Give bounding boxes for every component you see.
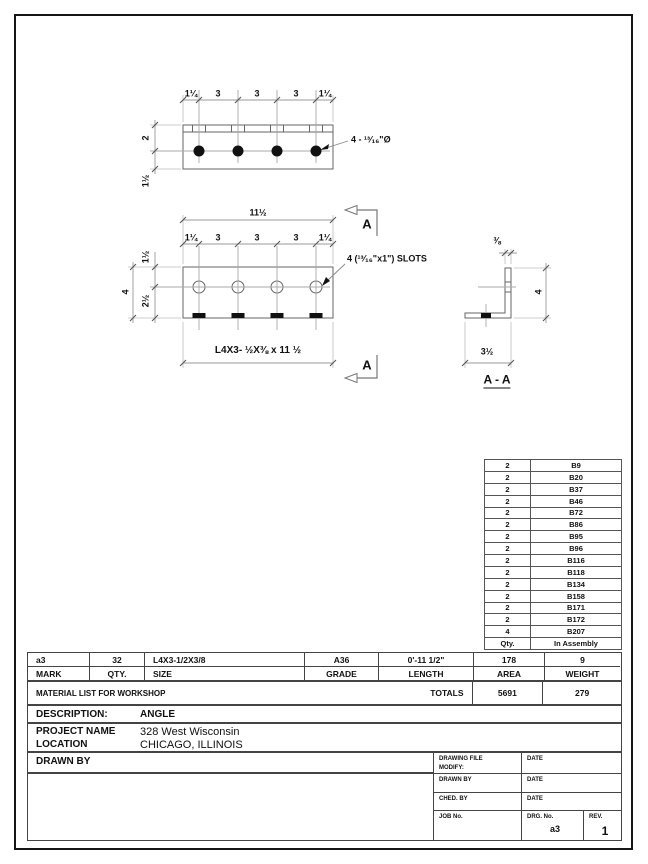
table-row [485, 495, 621, 507]
description-row [27, 705, 622, 723]
qty-cell: 2 [485, 603, 531, 614]
qty-value: 32 [89, 653, 144, 666]
grade-header: GRADE [304, 666, 378, 680]
dim-label: 3 [215, 88, 221, 99]
grade-value: A36 [304, 653, 378, 666]
qty-cell: 2 [485, 531, 531, 542]
table-row [485, 483, 621, 495]
slot-callout: 4 (¹³⁄₁₆"x1") SLOTS [347, 253, 427, 264]
qty-cell: 4 [485, 626, 531, 637]
table-row [485, 507, 621, 519]
checked-by-label: CHED. BY [439, 795, 468, 802]
qty-header: QTY. [89, 666, 144, 680]
area-value: 178 [473, 653, 544, 666]
location-label: LOCATION [36, 739, 88, 750]
description-label: DESCRIPTION: [36, 708, 108, 720]
section-title: A - A [483, 372, 511, 387]
drawn-by-label: DRAWN BY [439, 777, 472, 783]
dim-label: 3 [293, 232, 299, 243]
dim-label: 1½ [140, 174, 151, 188]
table-row [485, 590, 621, 602]
project-name-value: 328 West Wisconsin [140, 725, 240, 738]
mark-cell: B9 [571, 460, 581, 470]
notes-empty-box [27, 773, 434, 841]
table-row [485, 566, 621, 578]
description-value: ANGLE [140, 708, 175, 720]
dim-label: 1¼ [318, 88, 332, 99]
project-row [27, 723, 622, 752]
hole-callout: 4 - ¹³⁄₁₆"Ø [351, 134, 391, 145]
table-row [485, 625, 621, 637]
mark-header: MARK [28, 666, 89, 680]
dim-label: 4 [120, 289, 131, 295]
mark-cell: B72 [569, 508, 583, 518]
table-row [485, 518, 621, 530]
mark-cell: B37 [569, 484, 583, 494]
dim-label: 2 [140, 135, 151, 141]
size-value: L4X3-1/2X3/8 [144, 653, 304, 666]
dim-label: 3 [254, 232, 260, 243]
dim-label: 3 [215, 232, 221, 243]
material-list-table [27, 652, 622, 681]
qty-header: Qty. [485, 638, 531, 649]
mark-cell: B46 [569, 496, 583, 506]
dim-label: 3½ [480, 346, 494, 357]
table-row [485, 530, 621, 542]
totals-area-value: 5691 [472, 682, 543, 704]
date-label: DATE [521, 774, 621, 792]
rev-value: 1 [601, 824, 609, 838]
size-header: SIZE [144, 666, 304, 680]
qty-cell: 2 [485, 543, 531, 554]
totals-weight-value: 279 [542, 682, 621, 704]
mark-cell: B158 [567, 591, 585, 601]
date-label: DATE [521, 793, 621, 811]
mark-cell: B118 [567, 567, 585, 577]
assembly-header: In Assembly [554, 639, 598, 649]
qty-cell: 2 [485, 555, 531, 566]
material-list-title: MATERIAL LIST FOR WORKSHOP [36, 688, 166, 698]
dim-label: ⅜ [493, 235, 501, 246]
table-row [485, 460, 621, 471]
qty-cell: 2 [485, 472, 531, 483]
qty-cell: 2 [485, 484, 531, 495]
table-row [485, 578, 621, 590]
modify-label: MODIFY: [439, 765, 464, 771]
qty-cell: 2 [485, 591, 531, 602]
table-footer-row [485, 637, 621, 649]
length-header: LENGTH [378, 666, 473, 680]
table-row [485, 471, 621, 483]
mark-cell: B134 [567, 579, 585, 589]
mark-cell: B96 [569, 544, 583, 554]
weight-value: 9 [544, 653, 620, 666]
table-row [485, 613, 621, 625]
mark-cell: B116 [567, 555, 585, 565]
dim-label: 11½ [249, 207, 267, 218]
weight-header: WEIGHT [544, 666, 620, 680]
section-letter-top: A [362, 216, 372, 232]
mark-cell: B86 [569, 520, 583, 530]
dim-label: 1¼ [184, 88, 198, 99]
table-row [485, 542, 621, 554]
mark-value: a3 [36, 654, 46, 665]
dim-label: 3 [293, 88, 299, 99]
dim-label: 1¼ [318, 232, 332, 243]
qty-cell: 2 [485, 508, 531, 519]
mark-cell: B20 [569, 472, 583, 482]
mark-cell: B172 [567, 615, 585, 625]
job-no-label: JOB No. [439, 814, 463, 820]
table-row [485, 602, 621, 614]
qty-cell: 2 [485, 579, 531, 590]
parts-list-table [484, 459, 622, 650]
location-value: CHICAGO, ILLINOIS [140, 738, 243, 751]
title-block [433, 752, 622, 841]
section-letter-bottom: A [362, 357, 372, 373]
qty-cell: 2 [485, 519, 531, 530]
table-row [485, 554, 621, 566]
drg-no-value: a3 [549, 824, 560, 834]
drawn-by-label: DRAWN BY [36, 756, 91, 767]
qty-cell: 2 [485, 567, 531, 578]
drawing-file-label: DRAWING FILE [439, 756, 483, 762]
totals-label: TOTALS [430, 688, 464, 698]
drg-no-label: DRG. No. [527, 814, 554, 820]
rev-label: REV. [589, 814, 603, 820]
dim-label: 1¼ [184, 232, 198, 243]
dim-label: 3 [254, 88, 260, 99]
member-size-label: L4X3- ½X⅜ x 11 ½ [214, 345, 302, 356]
qty-cell: 2 [485, 614, 531, 625]
length-value: 0'-11 1/2" [378, 653, 473, 666]
qty-cell: 2 [485, 460, 531, 471]
dim-label: 2½ [140, 294, 151, 308]
totals-row [27, 681, 622, 705]
drawn-by-row [27, 752, 434, 773]
mark-cell: B171 [567, 603, 585, 613]
qty-cell: 2 [485, 496, 531, 507]
area-header: AREA [473, 666, 544, 680]
mark-cell: B207 [567, 627, 585, 637]
dim-label: 4 [533, 289, 544, 295]
dim-label: 1½ [140, 250, 151, 264]
date-label: DATE [521, 753, 621, 773]
project-name-label: PROJECT NAME [36, 726, 116, 737]
mark-cell: B95 [569, 532, 583, 542]
